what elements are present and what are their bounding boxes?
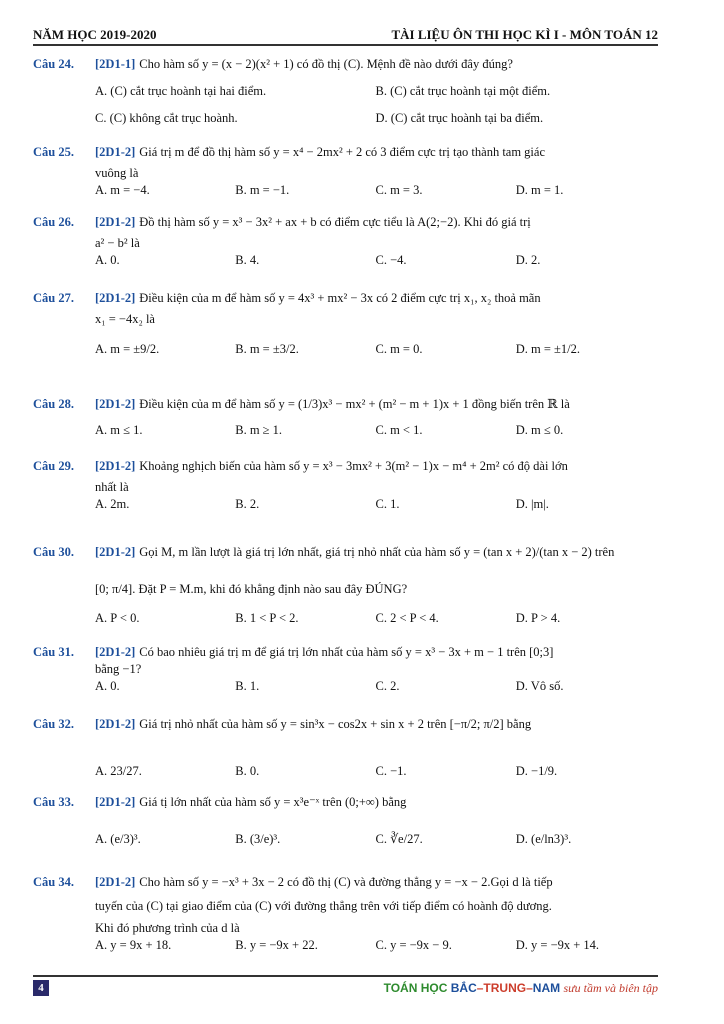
- option-d: D. y = −9x + 14.: [515, 938, 600, 952]
- option-a: A. (e/3)³.: [95, 832, 141, 846]
- question-code: [2D1-2]: [95, 645, 136, 659]
- option-d: D. (e/ln3)³.: [515, 832, 572, 846]
- question-text-continued: bằng −1?: [95, 662, 142, 676]
- question-text: Gọi M, m lần lượt là giá trị lớn nhất, giá trị nhỏ nhất của hàm số y = (tan x + 2)/(tan x − 2) trên: [139, 545, 615, 559]
- question-text: Điều kiện của m để hàm số y = 4x³ + mx² − 3x có 2 điểm cực trị x₁, x₂ thoả mãn: [139, 291, 541, 305]
- question-number: Câu 30.: [33, 545, 74, 559]
- option-d: D. (C) cắt trục hoành tại ba điểm.: [375, 111, 544, 125]
- question-code: [2D1-2]: [95, 459, 136, 473]
- question-text: Khoảng nghịch biến của hàm số y = x³ − 3mx² + 3(m² − 1)x − m⁴ + 2m² có độ dài lớn: [139, 459, 568, 473]
- option-d: D. P > 4.: [515, 611, 561, 625]
- option-c: C. 2 < P < 4.: [375, 611, 439, 625]
- question-25: [33, 144, 656, 199]
- option-b: B. m = ±3/2.: [235, 342, 299, 356]
- question-number: Câu 31.: [33, 645, 74, 659]
- footer-divider: [33, 975, 658, 977]
- option-a: A. y = 9x + 18.: [95, 938, 172, 952]
- header-divider: [33, 44, 658, 46]
- option-b: B. 1 < P < 2.: [235, 611, 299, 625]
- question-text: Điều kiện của m để hàm số y = (1/3)x³ − mx² + (m² − m + 1)x + 1 đồng biến trên ℝ là: [139, 397, 570, 411]
- option-a: A. 2m.: [95, 497, 130, 511]
- option-c: C. m < 1.: [375, 423, 423, 437]
- option-b: B. 1.: [235, 679, 260, 693]
- question-number: Câu 32.: [33, 717, 74, 731]
- question-text: Giá trị nhỏ nhất của hàm số y = sin³x − cos2x + sin x + 2 trên [−π/2; π/2] bằng: [139, 717, 532, 731]
- question-text-continued: x₁ = −4x₂ là: [95, 312, 155, 326]
- question-text: Giá tị lớn nhất của hàm số y = x³e⁻ˣ trên (0;+∞) bằng: [139, 795, 407, 809]
- option-d: D. 2.: [515, 253, 541, 267]
- question-code: [2D1-1]: [95, 57, 136, 71]
- question-code: [2D1-2]: [95, 397, 136, 411]
- option-c: C. m = 0.: [375, 342, 423, 356]
- option-a: A. P < 0.: [95, 611, 140, 625]
- question-text: Có bao nhiêu giá trị m để giá trị lớn nhất của hàm số y = x³ − 3x + m − 1 trên [0;3]: [139, 645, 554, 659]
- option-a: A. 23/27.: [95, 764, 142, 778]
- question-text: Đồ thị hàm số y = x³ − 3x² + ax + b có điểm cực tiểu là A(2;−2). Khi đó giá trị: [139, 215, 531, 229]
- question-number: Câu 34.: [33, 875, 74, 889]
- question-34: [33, 874, 656, 954]
- option-d: D. m = 1.: [515, 183, 564, 197]
- page-number: 4: [33, 980, 49, 996]
- option-c: C. (C) không cắt trục hoành.: [95, 111, 238, 125]
- question-text-continued: a² − b² là: [95, 236, 140, 250]
- option-b: B. 0.: [235, 764, 260, 778]
- question-24: [33, 56, 656, 127]
- page-header: [33, 27, 658, 45]
- header-title: TÀI LIỆU ÔN THI HỌC KÌ I - MÔN TOÁN 12: [391, 27, 658, 42]
- brand-tagline: sưu tầm và biên tập: [563, 981, 658, 995]
- question-number: Câu 24.: [33, 57, 74, 71]
- question-text-continued: tuyến của (C) tại giao điểm của (C) với đường thẳng trên với tiếp điểm có hoành độ dương.: [95, 899, 552, 913]
- option-b: B. m ≥ 1.: [235, 423, 283, 437]
- question-31: [33, 644, 656, 695]
- question-33: [33, 794, 656, 848]
- brand-separator: –: [476, 981, 484, 995]
- option-c: C. m = 3.: [375, 183, 423, 197]
- option-a: A. m = ±9/2.: [95, 342, 160, 356]
- option-b: B. (3/e)³.: [235, 832, 281, 846]
- option-b: B. m = −1.: [235, 183, 290, 197]
- brand-part-4: NAM: [532, 981, 561, 995]
- option-a: A. m = −4.: [95, 183, 150, 197]
- brand-part-1: TOÁN HỌC: [383, 981, 448, 995]
- question-code: [2D1-2]: [95, 795, 136, 809]
- question-code: [2D1-2]: [95, 545, 136, 559]
- question-number: Câu 25.: [33, 145, 74, 159]
- option-c: C. ∛e/27.: [375, 832, 423, 846]
- question-text: Cho hàm số y = −x³ + 3x − 2 có đồ thị (C) và đường thẳng y = −x − 2.Gọi d là tiếp: [139, 875, 553, 889]
- option-d: D. −1/9.: [515, 764, 558, 778]
- option-a: A. 0.: [95, 253, 120, 267]
- option-b: B. 4.: [235, 253, 260, 267]
- option-b: B. (C) cắt trục hoành tại một điểm.: [375, 84, 551, 98]
- question-text: Giá trị m để đồ thị hàm số y = x⁴ − 2mx² + 2 có 3 điểm cực trị tạo thành tam giác: [139, 145, 546, 159]
- option-d: D. Vô số.: [515, 679, 564, 693]
- question-code: [2D1-2]: [95, 717, 136, 731]
- option-c: C. 2.: [375, 679, 400, 693]
- question-number: Câu 26.: [33, 215, 74, 229]
- brand-part-2: BẮC: [450, 981, 477, 995]
- option-c: C. −4.: [375, 253, 407, 267]
- question-27: [33, 290, 656, 358]
- brand-part-3: TRUNG: [483, 981, 527, 995]
- question-number: Câu 29.: [33, 459, 74, 473]
- option-a: A. 0.: [95, 679, 120, 693]
- question-29: [33, 458, 656, 513]
- question-text: Cho hàm số y = (x − 2)(x² + 1) có đồ thị (C). Mệnh đề nào dưới đây đúng?: [139, 57, 513, 71]
- option-a: A. (C) cắt trục hoành tại hai điểm.: [95, 84, 267, 98]
- question-30: [33, 544, 656, 627]
- option-b: B. 2.: [235, 497, 260, 511]
- question-text-continued-2: Khi đó phương trình của d là: [95, 921, 240, 935]
- question-number: Câu 33.: [33, 795, 74, 809]
- question-text-continued: [0; π/4]. Đặt P = M.m, khi đó khẳng định nào sau đây ĐÚNG?: [95, 582, 408, 596]
- option-c: C. y = −9x − 9.: [375, 938, 452, 952]
- option-c: C. −1.: [375, 764, 407, 778]
- header-school-year: NĂM HỌC 2019-2020: [33, 27, 157, 42]
- question-32: [33, 716, 656, 780]
- option-d: D. m ≤ 0.: [515, 423, 564, 437]
- option-a: A. m ≤ 1.: [95, 423, 143, 437]
- question-code: [2D1-2]: [95, 145, 136, 159]
- question-number: Câu 27.: [33, 291, 74, 305]
- question-text-continued: nhất là: [95, 480, 129, 494]
- footer-brand: [384, 981, 658, 996]
- question-number: Câu 28.: [33, 397, 74, 411]
- question-code: [2D1-2]: [95, 875, 136, 889]
- question-text-continued: vuông là: [95, 166, 139, 180]
- option-d: D. m = ±1/2.: [515, 342, 581, 356]
- option-d: D. |m|.: [515, 497, 549, 511]
- question-28: [33, 396, 656, 439]
- question-code: [2D1-2]: [95, 215, 136, 229]
- brand-separator-2: –: [526, 981, 533, 995]
- option-b: B. y = −9x + 22.: [235, 938, 318, 952]
- question-26: [33, 214, 656, 269]
- question-code: [2D1-2]: [95, 291, 136, 305]
- option-c: C. 1.: [375, 497, 400, 511]
